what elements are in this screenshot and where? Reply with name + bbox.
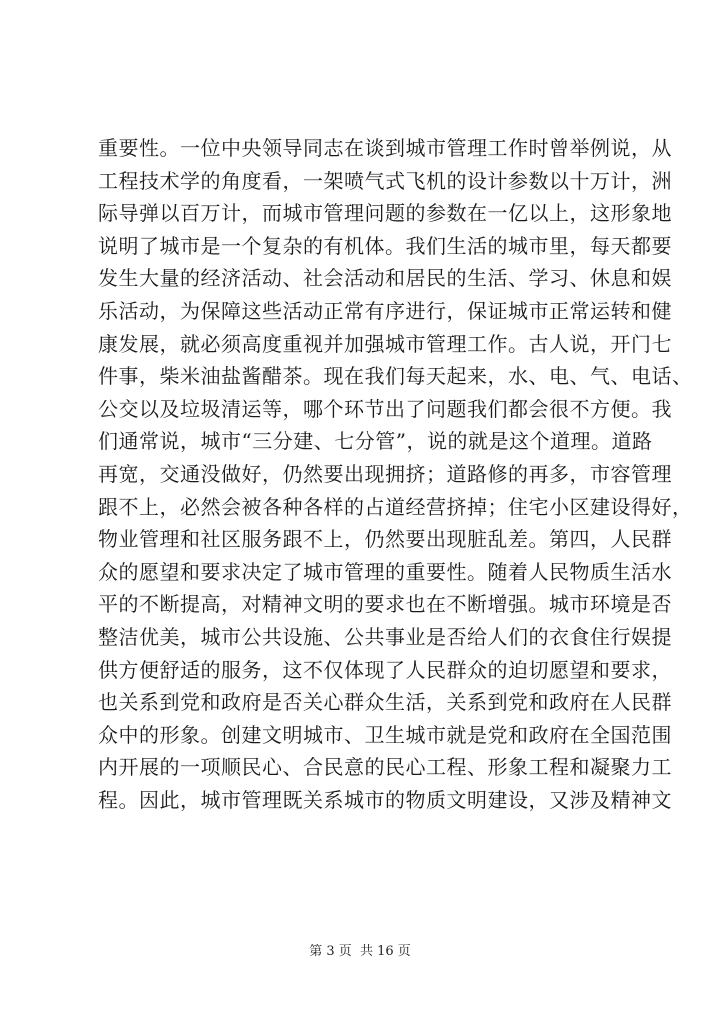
text-line: 物业管理和社区服务跟不上，仍然要出现脏乱差。第四，人民群: [98, 527, 672, 552]
text-line: 说明了城市是一个复杂的有机体。我们生活的城市里，每天都要: [98, 233, 672, 258]
text-line: 发生大量的经济活动、社会活动和居民的生活、学习、休息和娱: [98, 266, 672, 291]
text-line: 件事，柴米油盐酱醋茶。现在我们每天起来，水、电、气、电话、: [98, 364, 693, 389]
text-line: 众的愿望和要求决定了城市管理的重要性。随着人民物质生活水: [98, 559, 672, 584]
text-line: 内开展的一项顺民心、合民意的民心工程、形象工程和凝聚力工: [98, 755, 672, 780]
text-line: 众中的形象。创建文明城市、卫生城市就是党和政府在全国范围: [98, 722, 672, 747]
text-line: 工程技术学的角度看，一架喷气式飞机的设计参数以十万计，洲: [98, 168, 672, 193]
text-line: 们通常说，城市“三分建、七分管”，说的就是这个道理。道路: [98, 429, 653, 454]
page-total: 共 16 页: [359, 944, 411, 959]
text-line: 康发展，就必须高度重视并加强城市管理工作。古人说，开门七: [98, 331, 672, 356]
text-line: 平的不断提高，对精神文明的要求也在不断增强。城市环境是否: [98, 592, 672, 617]
page-footer: [0, 940, 720, 959]
text-line: 供方便舒适的服务，这不仅体现了人民群众的迫切愿望和要求，: [98, 657, 672, 682]
text-line: 乐活动，为保障这些活动正常有序进行，保证城市正常运转和健: [98, 298, 672, 323]
page-number: 第 3 页: [309, 944, 352, 959]
text-line: 程。因此，城市管理既关系城市的物质文明建设，又涉及精神文: [98, 787, 672, 812]
text-line: 际导弹以百万计，而城市管理问题的参数在一亿以上，这形象地: [98, 201, 672, 226]
text-line: 也关系到党和政府是否关心群众生活，关系到党和政府在人民群: [98, 690, 672, 715]
text-line: 再宽，交通没做好，仍然要出现拥挤；道路修的再多，市容管理: [98, 461, 672, 486]
text-line: 重要性。一位中央领导同志在谈到城市管理工作时曾举例说，从: [98, 136, 672, 160]
text-line: 公交以及垃圾清运等，哪个环节出了问题我们都会很不方便。我: [98, 396, 672, 421]
body-text: [98, 132, 693, 816]
text-line: 整洁优美，城市公共设施、公共事业是否给人们的衣食住行娱提: [98, 624, 672, 649]
text-line: 跟不上，必然会被各种各样的占道经营挤掉；住宅小区建设得好，: [98, 494, 693, 519]
